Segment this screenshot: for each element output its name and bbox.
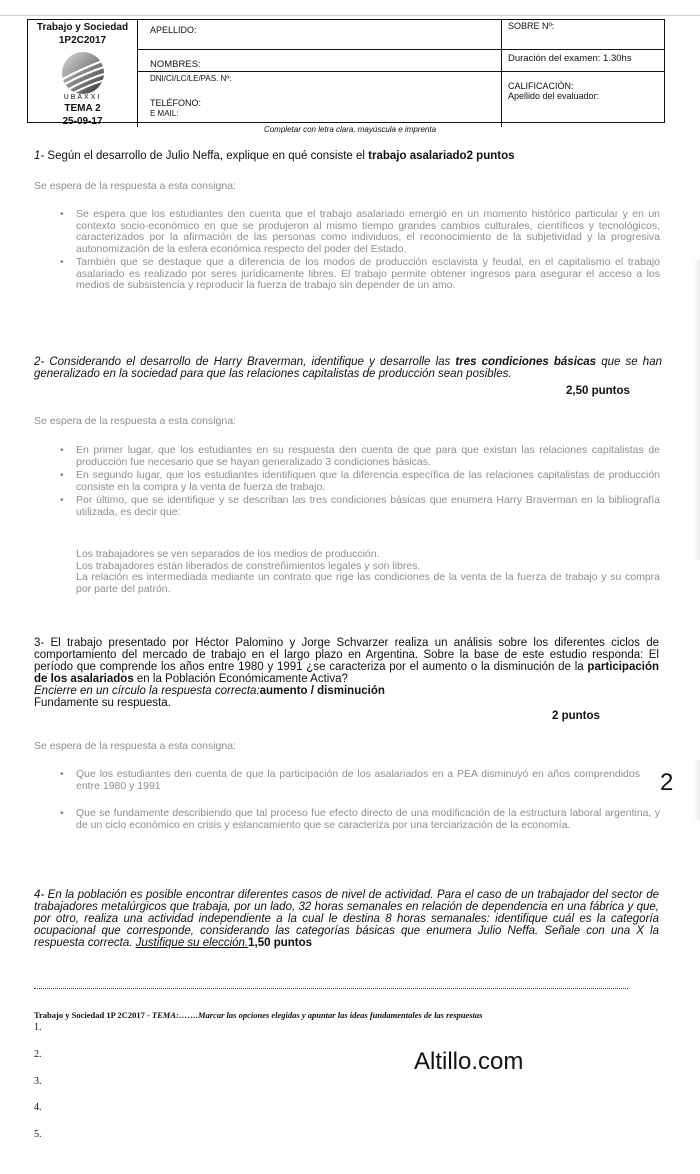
answer-line-number: 3. (34, 1076, 42, 1087)
q2-answers (34, 445, 660, 520)
list-item: • En segundo lugar, que los estudiantes identifiquen que la diferencia específica de las relaciones capitalistas de producción consiste en la compra y la venta de fuerza de trabajo. (34, 470, 660, 493)
footer-title-italic: TEMA:…….Marcar las opciones elegidas y apuntar las ideas fundamentales de las respuestas (151, 1010, 483, 1020)
grading-cells (502, 20, 664, 127)
q3-bold: participación de los asalariados (34, 661, 659, 685)
q3-text-a: 3- El trabajo presentado por Héctor Palomino y Jorge Schvarzer realiza un análisis sobre los diferentes ciclos de comportamiento del mercado de trabajo en el largo plazo en Argentina. Sobre la base de este estudio responda: El período que comprende los años entre 1980 y 1991 ¿se caracteriza por el aumento o la disminución de la (34, 637, 659, 673)
page-edge-shadow (693, 260, 700, 560)
logo-text: UBAXXI (63, 94, 102, 101)
q1-text: Según el desarrollo de Julio Neffa, explique en qué consiste el (44, 150, 369, 162)
q2-bold: tres condiciones básicas (455, 356, 597, 368)
footer-title-main: Trabajo y Sociedad 1P 2C2017 - (34, 1010, 152, 1020)
q3-text-b: en la Población Económicamente Activa? (133, 673, 348, 685)
condition-item: Los trabajadores se ven separados de los medios de producción. (76, 548, 380, 560)
q1-answers (34, 209, 660, 294)
q4-text: 4- En la población es posible encontrar diferentes casos de nivel de actividad. Para el caso de un trabajador del sector de trabajadores metalúrgicos que trabaja, por un lado, 32 horas semanales en relación de dependencia en una fábrica y que, por otro, realiza una actividad independiente a la cual le destina 8 horas semanales: identifique cuál es la categoría ocupacional que corresponde, considerando las categorías básicas que enumera Julio Neffa. Señale con una X la respuesta correcta. (34, 889, 659, 949)
page-edge-shadow (693, 760, 700, 820)
exam-date: 25-09-17 (62, 116, 103, 127)
sobre-label: SOBRE Nº: (508, 21, 555, 31)
list-item: • En primer lugar, que los estudiantes en su respuesta den cuenta de que para que existan las relaciones capitalistas de producción fue necesario que se hayan generalizado 3 condiciones básicas. (34, 445, 660, 468)
email-label: E MAIL: (150, 109, 179, 118)
condition-item: La relación es intermediada mediante un contrato que rige las condiciones de la venta de la fuerza de trabajo y su compra por parte del patrón. (76, 571, 660, 595)
apellido-field[interactable] (138, 20, 501, 50)
list-item: • Se espera que los estudiantes den cuenta que el trabajo asalariado emergió en un momento histórico particular y en un contexto socio-económico en que se produjeron al mismo tiempo grandes cambios culturales, científicos y tecnológicos, caracterizados por la afirmación de las personas como individuos, el reconocimiento de la subjetividad y la progresiva autonomización de la esfera económica respecto del poder del Estado. (34, 209, 660, 255)
q1-intro: Se espera de la respuesta a esta consigna: (34, 180, 236, 192)
q3-points: 2 puntos (552, 710, 600, 722)
sobre-field[interactable] (502, 20, 664, 50)
nombres-field[interactable] (138, 50, 501, 72)
apellido-label: APELLIDO: (150, 25, 197, 35)
answer-line-number: 2. (34, 1049, 42, 1060)
evaluador-label: Apellido del evaluador: (508, 91, 600, 101)
q1-bold: trabajo asalariado2 puntos (368, 150, 515, 162)
list-item: • Que los estudiantes den cuenta de que la participación de los asalariados en a PEA disminuyó en años comprendidos entre 1980 y 1991 (34, 769, 640, 792)
answer-line-number: 4. (34, 1102, 42, 1113)
footer-title (34, 1010, 482, 1020)
exam-header (27, 19, 665, 127)
q3-circle-prompt: Encierre en un círculo la respuesta correcta: (34, 685, 260, 697)
q2-intro: Se espera de la respuesta a esta consigna: (34, 415, 236, 427)
completion-note: Completar con letra clara, mayúscula e imprenta (263, 125, 437, 134)
q2-text-b: que se han generalizado en la sociedad para que las relaciones capitalistas de producción sean posibles. (34, 356, 662, 380)
student-fields (138, 20, 502, 127)
question-4 (34, 889, 659, 949)
dotted-separator (34, 988, 628, 989)
q4-points: 1,50 puntos (248, 937, 313, 949)
q3-options[interactable]: aumento / disminución (259, 685, 385, 697)
grade-cell[interactable] (502, 72, 664, 101)
top-border (0, 15, 700, 16)
q3-intro: Se espera de la respuesta a esta consigna: (34, 740, 236, 752)
question-2 (34, 356, 662, 380)
answer-line-number: 5. (34, 1129, 42, 1140)
list-item: • Que se fundamente describiendo que tal proceso fue efecto directo de una modificación de la estructura laboral argentina, y de un ciclo económico en crisis y estancamiento que se caracteriza por una terciarización de la economía. (34, 808, 660, 831)
duration-label: Duración del examen: 1.30hs (508, 53, 632, 64)
q2-conditions (76, 549, 660, 595)
condition-item: Los trabajadores están liberados de constreñimientos legales y son libres. (76, 559, 421, 572)
q3-answers (34, 768, 660, 833)
watermark: Altillo.com (414, 1048, 524, 1075)
telefono-label: TELÉFONO: (150, 98, 202, 108)
q2-points: 2,50 puntos (566, 385, 630, 397)
list-item: • También que se destaque que a diferencia de los modos de producción esclavista y feudal, en el capitalismo el trabajo asalariado es realizado por seres jurídicamente libres. El trabajo permite obtener ingresos para asegurar el acceso a los medios de subsistencia y reproducir la fuerza de trabajo sin depender de un amo. (34, 257, 660, 292)
calificacion-label: CALIFICACIÓN: (508, 81, 574, 91)
question-1 (34, 150, 664, 162)
list-item: • Por último, que se identifique y se describan las tres condiciones básicas que enumera Harry Braverman en la bibliografía utilizada, es decir que: (34, 495, 660, 518)
dni-field[interactable] (138, 72, 501, 121)
exam-code: 1P2C2017 (58, 35, 107, 46)
q2-text-a: 2- Considerando el desarrollo de Harry Braverman, identifique y desarrolle las (34, 356, 456, 368)
q1-number: 1- (34, 150, 45, 162)
course-name: Trabajo y Sociedad (36, 22, 129, 33)
q3-fundamente: Fundamente su respuesta. (34, 697, 171, 709)
tema-label: TEMA 2 (64, 103, 101, 114)
question-3 (34, 637, 659, 709)
q4-underline: Justifique su elección. (135, 937, 249, 949)
answer-line-number: 1. (34, 1022, 42, 1033)
course-cell (28, 20, 138, 127)
dni-label: DNI/CI/LC/LE/PAS. Nº: (150, 74, 232, 83)
handwritten-grade: 2 (660, 769, 674, 796)
nombres-label: NOMBRES: (150, 59, 201, 70)
ubaxxi-logo-icon (55, 50, 111, 96)
duration-cell (502, 50, 664, 72)
